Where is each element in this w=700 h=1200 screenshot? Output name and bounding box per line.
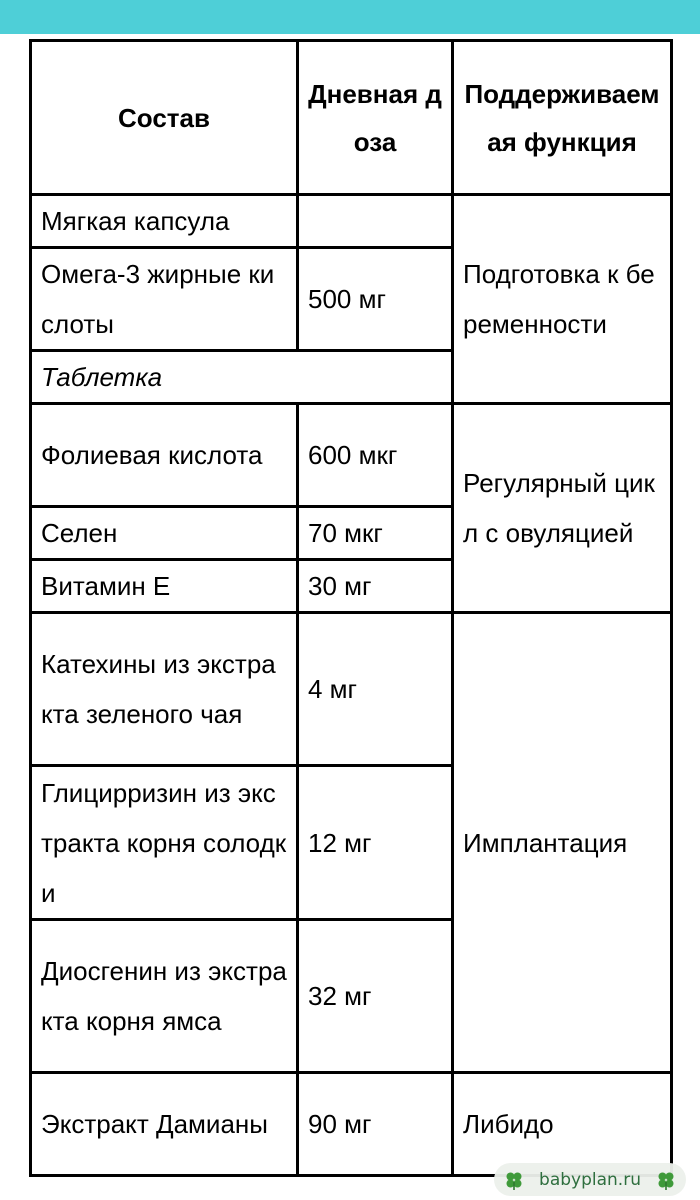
cell-diosgenin-name: Диосгенин из экстракта корня ямса	[31, 920, 298, 1073]
table-row	[31, 1073, 672, 1176]
cell-damiana-dose: 90 мг	[298, 1073, 453, 1176]
cell-vitamin-e-name: Витамин Е	[31, 560, 298, 613]
cell-function-pregnancy: Подготовка к беременности	[453, 195, 672, 404]
cell-function-libido: Либидо	[453, 1073, 672, 1176]
watermark-text: babyplan.ru	[539, 1169, 641, 1190]
clover-icon	[656, 1170, 676, 1190]
cell-function-implantation: Имплантация	[453, 613, 672, 1073]
cell-vitamin-e-dose: 30 мг	[298, 560, 453, 613]
cell-catechins-dose: 4 мг	[298, 613, 453, 766]
cell-function-cycle: Регулярный цикл с овуляцией	[453, 404, 672, 613]
cell-tablet-section: Таблетка	[31, 351, 453, 404]
table-row	[31, 404, 672, 507]
cell-empty-dose	[298, 195, 453, 248]
site-watermark	[494, 1163, 686, 1196]
table-header-row	[31, 41, 672, 195]
header-supported-function: Поддерживаемая функция	[453, 41, 672, 195]
cell-soft-capsule: Мягкая капсула	[31, 195, 298, 248]
cell-omega3-dose: 500 мг	[298, 248, 453, 351]
header-composition: Состав	[31, 41, 298, 195]
cell-omega3-name: Омега-3 жирные кислоты	[31, 248, 298, 351]
cell-catechins-name: Катехины из экстракта зеленого чая	[31, 613, 298, 766]
clover-icon	[504, 1170, 524, 1190]
cell-folic-dose: 600 мкг	[298, 404, 453, 507]
top-banner-bar	[0, 0, 700, 34]
cell-diosgenin-dose: 32 мг	[298, 920, 453, 1073]
cell-glycyrrhizin-name: Глицирризин из экстракта корня солодки	[31, 766, 298, 920]
cell-selenium-dose: 70 мкг	[298, 507, 453, 560]
cell-glycyrrhizin-dose: 12 мг	[298, 766, 453, 920]
cell-selenium-name: Селен	[31, 507, 298, 560]
cell-folic-name: Фолиевая кислота	[31, 404, 298, 507]
supplement-table	[29, 39, 673, 1177]
table-row	[31, 195, 672, 248]
cell-damiana-name: Экстракт Дамианы	[31, 1073, 298, 1176]
table-row	[31, 613, 672, 766]
header-daily-dose: Дневная доза	[298, 41, 453, 195]
